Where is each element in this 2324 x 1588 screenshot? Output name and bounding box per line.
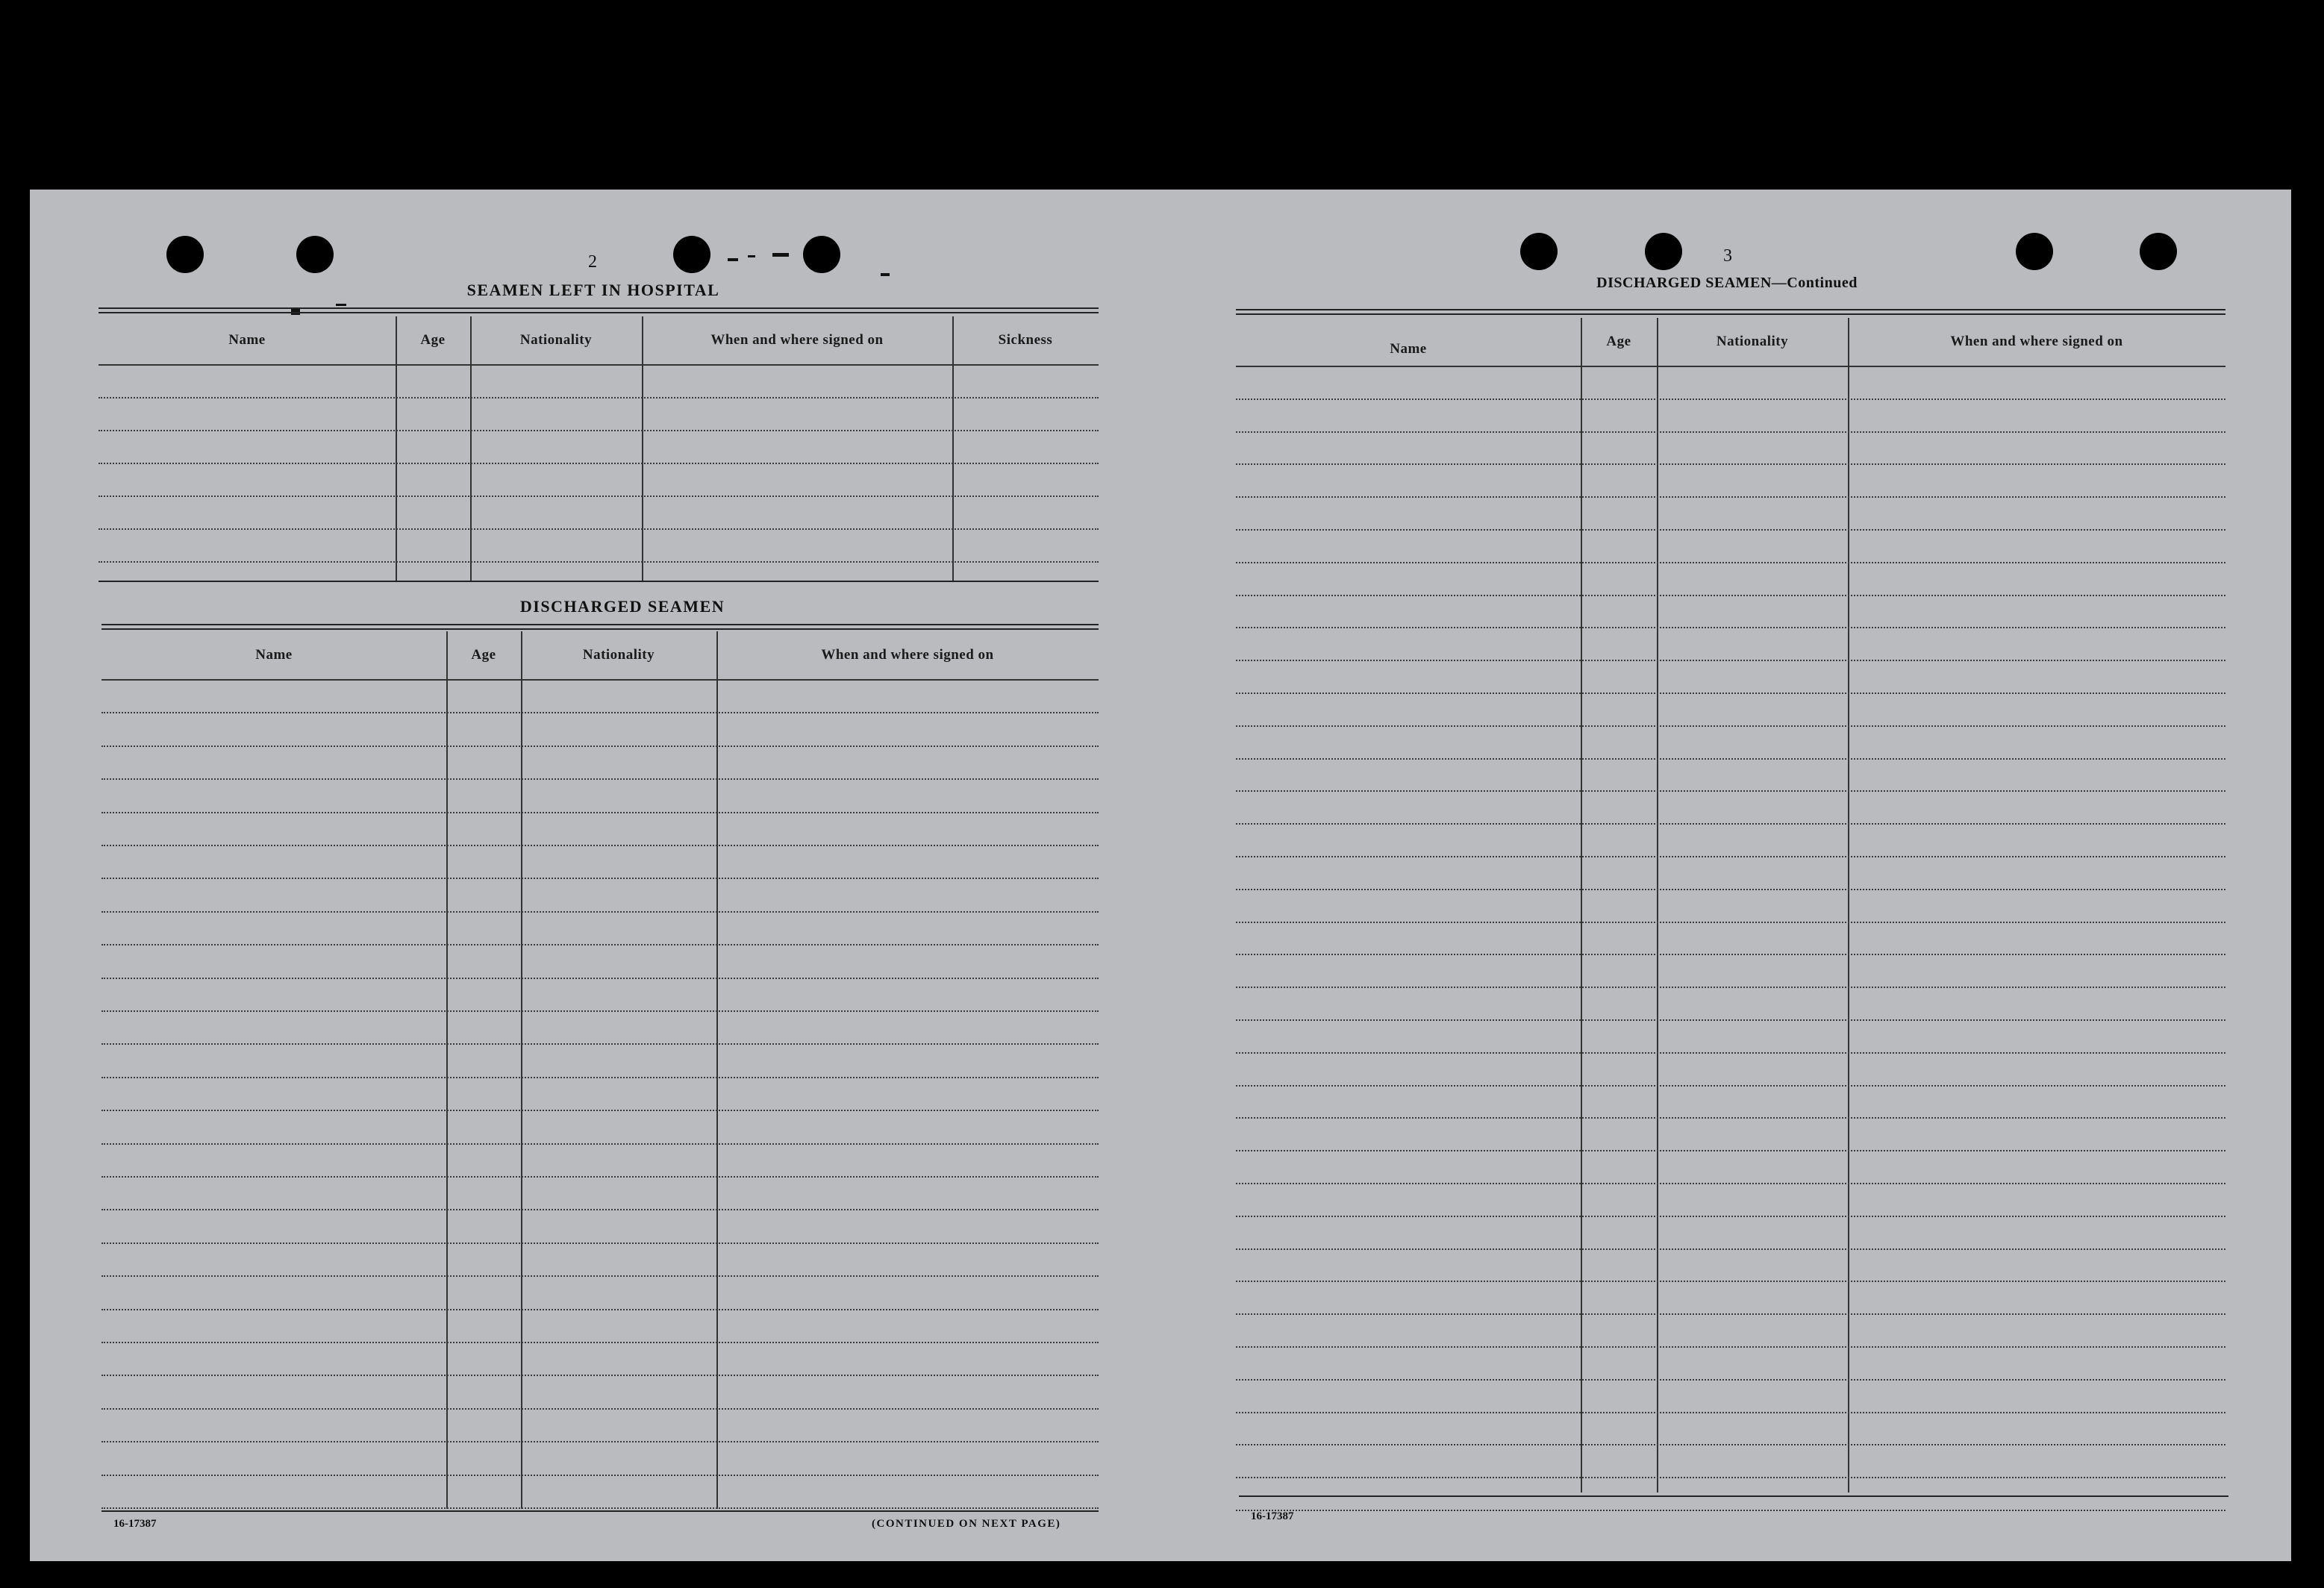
column-header-signed-on: When and where signed on: [1950, 334, 2123, 349]
punch-hole: [166, 236, 204, 273]
form-row-line: [101, 1441, 1099, 1442]
form-row-line: [101, 1408, 1099, 1410]
form-row-line: [101, 1475, 1099, 1476]
form-row-line: [1236, 1412, 2225, 1413]
column-divider: [716, 631, 718, 1509]
form-row-line: [1236, 627, 2225, 628]
form-row-line: [1236, 463, 2225, 465]
header-underline: [99, 364, 1099, 366]
form-code: 16-17387: [1251, 1510, 1294, 1522]
column-header-name: Name: [228, 332, 266, 348]
column-header-name: Name: [255, 647, 293, 663]
paper-blemish: [728, 258, 738, 261]
discharged-continued-title: DISCHARGED SEAMEN—Continued: [1596, 275, 1858, 291]
section-rule: [99, 307, 1099, 313]
column-divider: [952, 316, 954, 581]
form-row-line: [1236, 693, 2225, 694]
form-row-line: [1236, 1150, 2225, 1151]
form-row-line: [1236, 1477, 2225, 1478]
form-row-line: [1236, 1019, 2225, 1021]
record-sheet: [30, 190, 2291, 1561]
form-row-line: [101, 1176, 1099, 1178]
punch-hole: [673, 236, 710, 273]
form-row-line: [99, 561, 1099, 563]
paper-blemish: [336, 304, 346, 306]
form-row-line: [1236, 922, 2225, 923]
column-header-age: Age: [420, 332, 446, 348]
page-number: 3: [1723, 246, 1732, 266]
punch-hole: [2016, 233, 2053, 270]
form-row-line: [99, 496, 1099, 497]
section-rule: [1236, 309, 2225, 315]
punch-hole: [2140, 233, 2177, 270]
form-row-line: [1236, 562, 2225, 563]
column-header-signed-on: When and where signed on: [710, 332, 884, 348]
form-row-line: [101, 1110, 1099, 1111]
form-row-line: [1236, 1281, 2225, 1282]
form-row-line: [101, 1507, 1099, 1509]
section-rule: [101, 1510, 1099, 1512]
page-number: 2: [588, 252, 597, 272]
column-divider: [1657, 318, 1658, 1492]
form-row-line: [101, 944, 1099, 945]
column-divider: [642, 316, 643, 581]
form-row-line: [101, 1275, 1099, 1277]
column-divider: [446, 631, 448, 1509]
discharged-table-left: [101, 631, 1099, 1509]
column-header-signed-on: When and where signed on: [821, 647, 994, 663]
form-row-line: [101, 1242, 1099, 1244]
form-row-line: [101, 878, 1099, 879]
form-row-line: [1236, 496, 2225, 498]
form-row-line: [101, 778, 1099, 780]
form-row-line: [101, 1043, 1099, 1045]
form-row-line: [99, 430, 1099, 431]
punch-hole: [1520, 233, 1558, 270]
column-divider: [470, 316, 472, 581]
form-row-line: [1236, 1510, 2225, 1511]
hospital-section-title: SEAMEN LEFT IN HOSPITAL: [466, 281, 720, 299]
column-header-nationality: Nationality: [519, 332, 593, 348]
continued-note: (CONTINUED ON NEXT PAGE): [872, 1518, 1061, 1530]
form-row-line: [1236, 856, 2225, 857]
discharged-section-title: DISCHARGED SEAMEN: [519, 597, 725, 616]
form-row-line: [1236, 1216, 2225, 1217]
form-row-line: [1236, 1117, 2225, 1119]
form-row-line: [101, 845, 1099, 846]
form-row-line: [1236, 954, 2225, 955]
form-row-line: [1236, 398, 2225, 400]
form-row-line: [1236, 758, 2225, 760]
column-header-sickness: Sickness: [998, 332, 1053, 348]
form-row-line: [1236, 1444, 2225, 1445]
punch-hole: [1645, 233, 1682, 270]
column-divider: [396, 316, 397, 581]
form-row-line: [1236, 1248, 2225, 1250]
form-row-line: [101, 1077, 1099, 1078]
form-row-line: [1236, 431, 2225, 433]
form-code: 16-17387: [113, 1518, 157, 1530]
form-row-line: [101, 1143, 1099, 1145]
punch-hole: [296, 236, 334, 273]
form-row-line: [101, 712, 1099, 713]
column-header-name: Name: [1390, 341, 1427, 357]
paper-blemish: [881, 273, 890, 276]
form-row-line: [1236, 987, 2225, 988]
form-row-line: [99, 397, 1099, 398]
form-row-line: [1236, 1313, 2225, 1315]
column-divider: [1581, 318, 1582, 1492]
form-row-line: [1236, 1052, 2225, 1054]
form-row-line: [1236, 1379, 2225, 1381]
form-row-line: [101, 978, 1099, 979]
form-row-line: [1236, 790, 2225, 792]
form-row-line: [101, 1342, 1099, 1343]
form-row-line: [1236, 725, 2225, 727]
form-row-line: [101, 911, 1099, 913]
form-row-line: [1236, 1346, 2225, 1348]
form-row-line: [101, 1309, 1099, 1310]
form-row-line: [1236, 823, 2225, 825]
form-row-line: [101, 1375, 1099, 1376]
section-rule: [1239, 1495, 2228, 1497]
section-rule: [101, 624, 1099, 630]
form-row-line: [1236, 889, 2225, 890]
form-row-line: [101, 745, 1099, 747]
column-header-nationality: Nationality: [582, 647, 655, 663]
section-rule: [99, 581, 1099, 582]
form-row-line: [1236, 529, 2225, 531]
form-row-line: [1236, 660, 2225, 661]
form-row-line: [1236, 1085, 2225, 1087]
column-header-age: Age: [1606, 334, 1631, 349]
form-row-line: [1236, 595, 2225, 596]
hospital-table: [99, 316, 1099, 581]
form-row-line: [99, 463, 1099, 464]
header-underline: [101, 679, 1099, 681]
column-header-nationality: Nationality: [1716, 334, 1789, 349]
column-divider: [1848, 318, 1849, 1492]
punch-hole: [803, 236, 840, 273]
paper-blemish: [748, 255, 755, 257]
column-header-age: Age: [471, 647, 496, 663]
paper-blemish: [772, 253, 789, 257]
discharged-table-right: [1236, 318, 2225, 1492]
form-row-line: [101, 1010, 1099, 1012]
column-divider: [521, 631, 522, 1509]
form-row-line: [101, 812, 1099, 813]
form-row-line: [101, 1209, 1099, 1210]
header-underline: [1236, 366, 2225, 367]
form-row-line: [99, 528, 1099, 530]
form-row-line: [1236, 1183, 2225, 1184]
